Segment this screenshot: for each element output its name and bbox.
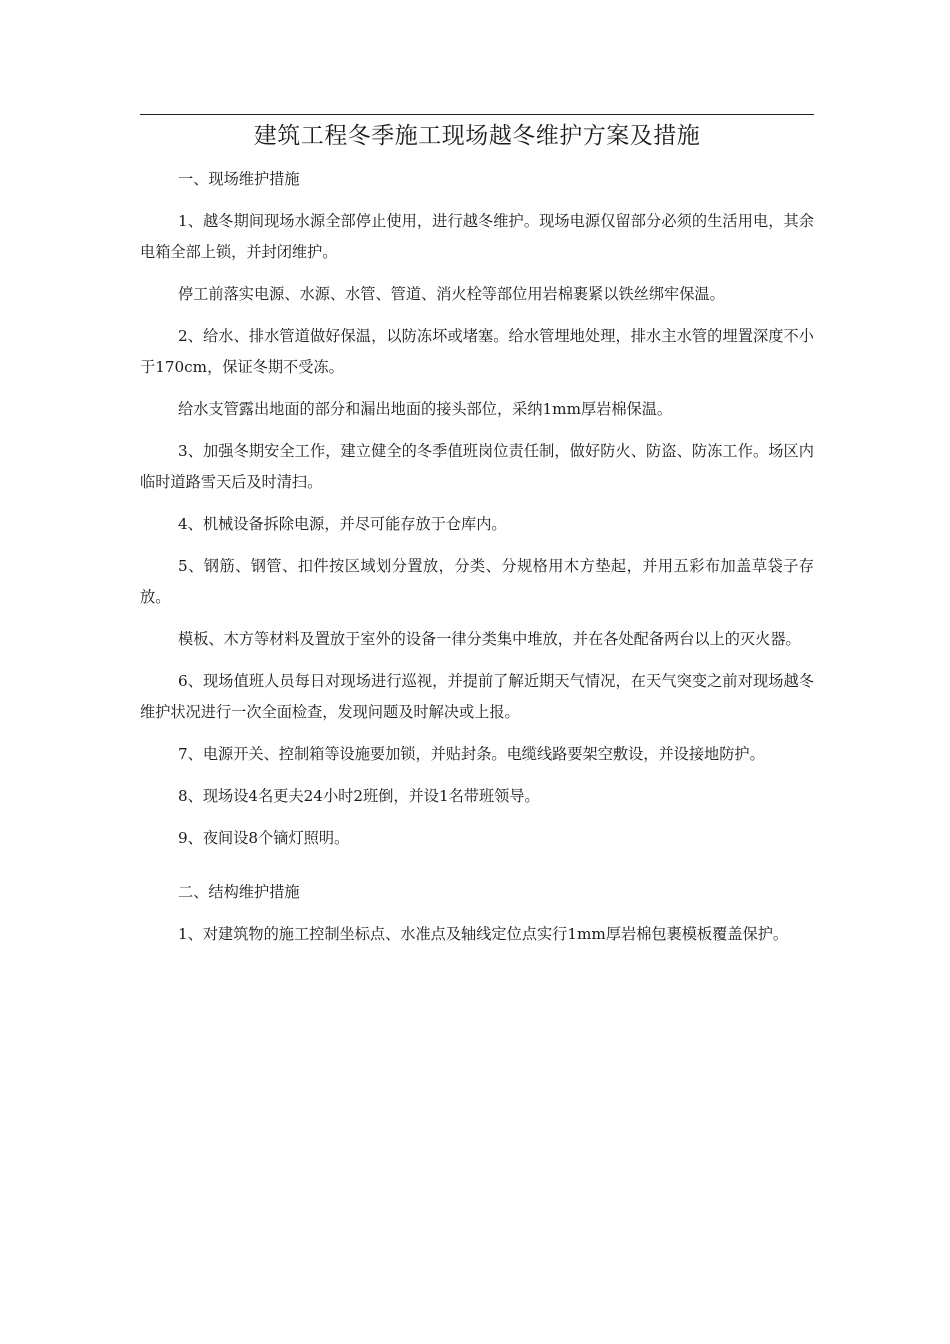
- paragraph: 5、钢筋、钢管、扣件按区域划分置放，分类、分规格用木方垫起，并用五彩布加盖草袋子存放。: [140, 557, 814, 606]
- paragraph: 3、加强冬期安全工作，建立健全的冬季值班岗位责任制，做好防火、防盗、防冻工作。场区内临时道路雪天后及时清扫。: [140, 442, 814, 491]
- paragraph: 7、电源开关、控制箱等设施要加锁，并贴封条。电缆线路要架空敷设，并设接地防护。: [178, 745, 765, 763]
- paragraph: 1、对建筑物的施工控制坐标点、水准点及轴线定位点实行1mm厚岩棉包裹模板覆盖保护。: [178, 925, 789, 943]
- paragraph: 8、现场设4名更夫24小时2班倒，并设1名带班领导。: [178, 787, 540, 805]
- section-heading-site: 一、现场维护措施: [178, 170, 300, 188]
- paragraph: 给水支管露出地面的部分和漏出地面的接头部位，采纳1mm厚岩棉保温。: [178, 400, 673, 418]
- paragraph: 4、机械设备拆除电源，并尽可能存放于仓库内。: [178, 515, 507, 533]
- paragraph: 模板、木方等材料及置放于室外的设备一律分类集中堆放，并在各处配备两台以上的灭火器。: [178, 630, 801, 648]
- document-title: 建筑工程冬季施工现场越冬维护方案及措施: [253, 123, 701, 149]
- paragraph: 6、现场值班人员每日对现场进行巡视，并提前了解近期天气情况，在天气突变之前对现场越冬维护状况进行一次全面检查，发现问题及时解决或上报。: [140, 672, 814, 721]
- document-page: [140, 114, 814, 950]
- paragraph: 2、给水、排水管道做好保温，以防冻坏或堵塞。给水管埋地处理，排水主水管的埋置深度不小于170cm，保证冬期不受冻。: [140, 327, 814, 376]
- paragraph: 9、夜间设8个镝灯照明。: [178, 829, 350, 847]
- paragraph: 1、越冬期间现场水源全部停止使用，进行越冬维护。现场电源仅留部分必须的生活用电，其余电箱全部上锁，并封闭维护。: [140, 212, 814, 261]
- section-heading-structure: 二、结构维护措施: [178, 883, 300, 901]
- header-rule: [140, 114, 814, 115]
- paragraph: 停工前落实电源、水源、水管、管道、消火栓等部位用岩棉裹紧以铁丝绑牢保温。: [178, 285, 725, 303]
